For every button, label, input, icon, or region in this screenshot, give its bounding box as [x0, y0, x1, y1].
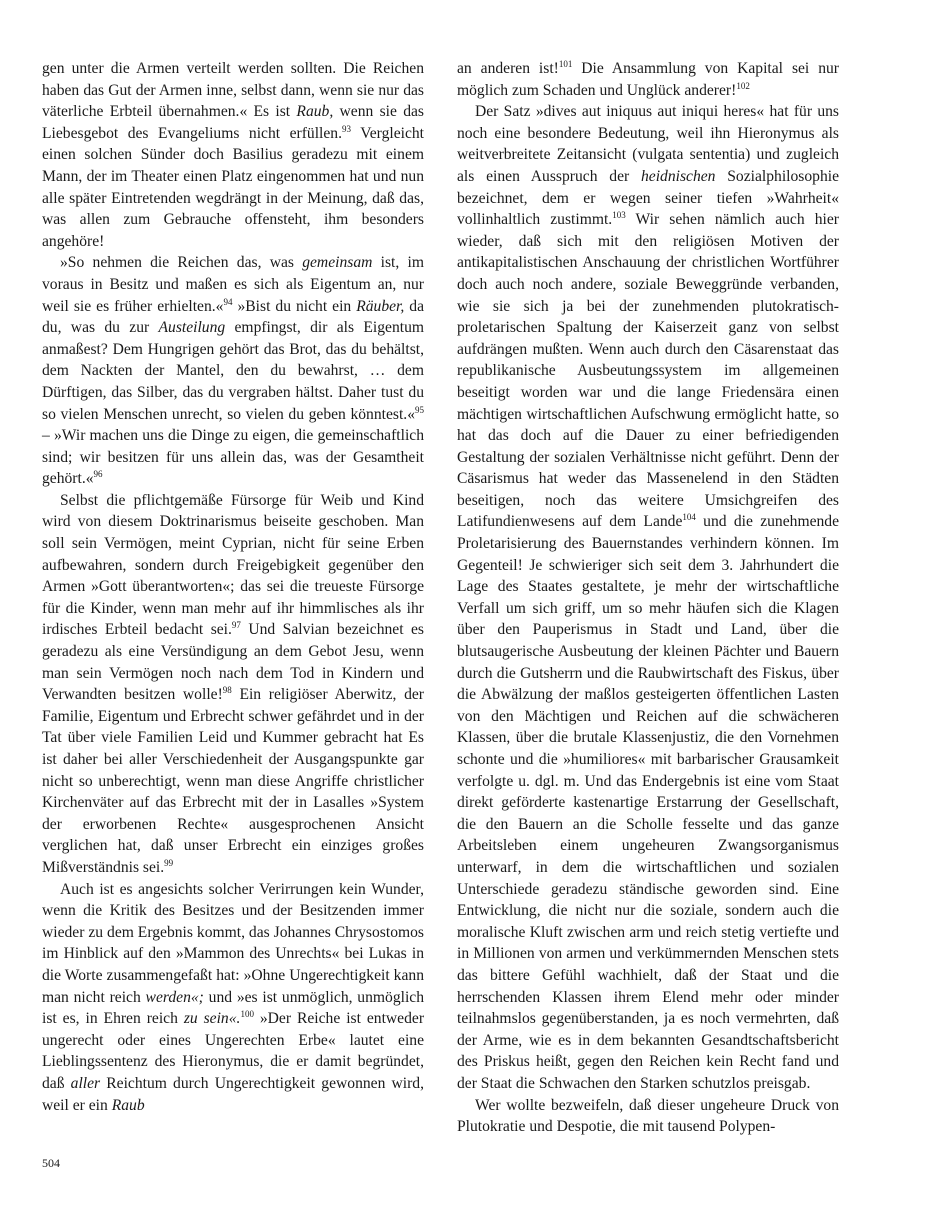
text-run: gen unter die Armen verteilt werden sollten. Die Reichen haben das Gut der Armen inne, selbst dann, wenn sie nur das väterliche Erbteil übernahmen.« Es ist	[42, 60, 424, 121]
italic-text: zu sein«.	[183, 1010, 241, 1028]
paragraph	[42, 879, 424, 1117]
italic-text: Austeilung	[158, 319, 226, 337]
footnote-marker: 104	[682, 512, 696, 523]
text-run: Vergleicht einen solchen Sünder doch Basilius geradezu mit einem Mann, der im Theater einen Platz eingenommen hat und nun alle später Eintretenden wegdrängt in der Meinung, daß das, was allen zum Gebrauche offensteht, ihm besonders angehöre!	[42, 124, 424, 250]
footnote-marker: 100	[240, 1008, 254, 1019]
text-run: und die zunehmende Proletarisierung des Bauernstandes verhindern können. Im Gegenteil! Je schwieriger sich seit dem 3. Jahrhundert die Lage des Staates gestaltete, je mehr der wirtschaftliche Verfall um sich griff, um so mehr häufen sich die Klagen über den Pauperismus in Stadt und Land, über die blutsaugerische Ausbeutung der kleinen Pächter und Bauern durch die Gutsherrn und die Raubwirtschaft des Fiskus, über die Abwälzung der maßlos gesteigerten öffentlichen Lasten von den Mächtigen und Reichen auf die schwächeren Klassen, über die brutale Klassenjustiz, die den Vornehmen schonte und die »humiliores« mit barbarischer Grausamkeit verfolgte u. dgl. m. Und das Endergebnis ist eine vom Staat direkt geförderte kastenartige Erstarrung der Gesellschaft, die den Bauern an die Scholle fesselte und das ganze Arbeitsleben einem ungeheuren Zwangsorganismus unterwarf, in dem die wirtschaftlichen und sozialen Unterschiede geradezu ständische geworden sind. Eine Entwicklung, die nicht nur die soziale, sondern auch die moralische Kluft zwischen arm und reich stetig vertiefte und in Millionen von armen und verkümmernden Menschen stets das bittere Gefühl wachhielt, daß der Staat und die herrschenden Klassen ihrem Elend mehr oder minder teilnahmslos gegenüberstanden, ja es noch vermehrten, daß der Arme, wie es in dem bekannten Gesandtschaftsbericht des Priskus heißt, gegen den Reichen kein Recht fand und der Staat die Schwachen den Starken schutzlos preisgab.	[457, 513, 840, 1092]
text-run: – »Wir machen uns die Dinge zu eigen, die gemeinschaftlich sind; wir besitzen für uns allein das, was der Gesamtheit gehört.«	[42, 427, 424, 488]
footnote-marker: 102	[736, 80, 750, 91]
footnote-marker: 93	[341, 123, 351, 134]
page-number: 504	[42, 1156, 60, 1170]
paragraph	[42, 490, 424, 879]
footnote-marker: 95	[415, 404, 424, 415]
text-run: »So nehmen die Reichen das, was	[60, 254, 303, 272]
text-run: Die Ansammlung von Kapital sei nur möglich zum Schaden und Unglück anderer!	[457, 60, 839, 99]
italic-text: Raub,	[296, 103, 334, 121]
text-run: »Der Reiche ist entweder ungerecht oder eines Ungerechten Erbe« lautet eine Lieblingssentenz des Hieronymus, die er damit begründet, daß	[42, 1010, 425, 1092]
italic-text: aller	[70, 1074, 101, 1092]
text-run: »Bist du nicht ein	[232, 297, 357, 315]
footnote-marker: 98	[222, 685, 232, 696]
text-run: da du, was du zur	[42, 297, 425, 337]
text-run: Wir sehen nämlich auch hier wieder, daß sich mit den religiösen Motiven der antikapitalistischen Anschauung der christlichen Wortführer doch auch noch andere, soziale Beweggründe verbanden, wie sie sich ja bei der zunehmenden plutokratisch-proletarischen Spaltung der Kaiserzeit ganz von selbst aufdrängen mußten. Wenn auch durch den Cäsarenstaat das republikanische Ausbeutungssystem im allgemeinen beseitigt worden war und die lange Friedensära einen mächtigen wirtschaftlichen Aufschwung ermöglicht hatte, so hat das doch auf die Dauer zu einer befriedigenden Gestaltung der sozialen Verhältnisse nicht geführt. Denn der Cäsarismus hat weder das Massenelend in den Städten beseitigen, noch das weitere Umsichgreifen des Latifundienwesens auf dem Lande	[457, 211, 839, 531]
italic-text: Raub	[111, 1096, 145, 1114]
right-column	[457, 58, 839, 1138]
italic-text: Räuber,	[356, 297, 405, 315]
paragraph	[457, 101, 839, 1094]
footnote-marker: 97	[231, 620, 241, 631]
footnote-marker: 101	[558, 58, 573, 69]
paragraph	[457, 1095, 839, 1138]
footnote-marker: 96	[93, 469, 103, 480]
text-run: Und Salvian bezeichnet es geradezu als eine Versündigung an dem Gebot Jesu, wenn man sein Vermögen noch nach dem Tod in Kindern und Verwandten besitzen wolle!	[42, 621, 424, 704]
italic-text: heidnischen	[640, 167, 716, 185]
text-run: ist, im voraus in Besitz und maßen es sich als Eigentum an, nur weil sie es früher erhielten.«	[42, 254, 424, 315]
paragraph	[42, 252, 424, 490]
text-run: Selbst die pflichtgemäße Fürsorge für Weib und Kind wird von diesem Doktrinarismus beiseite geschoben. Man soll sein Vermögen, meint Cyprian, nicht für seine Erben aufbewahren, sondern durch Freigebigkeit gegenüber den Armen »Gott überantworten«; das sei die treueste Fürsorge für die Kinder, wenn man mehr auf ihr himmlisches als ihr irdisches Erbteil bedacht sei.	[42, 491, 424, 639]
footnote-marker: 99	[164, 857, 174, 868]
text-run: empfingst, dir als Eigentum anmaßest? Dem Hungrigen gehört das Brot, das du behältst, dem Nackten der Mantel, den du bewahrst, … dem Dürftigen, das Silber, das du vergraben hältst. Daher tust du so vielen Menschen unrecht, so vielen du geben könntest.«	[42, 319, 424, 423]
text-run: Auch ist es angesichts solcher Verirrungen kein Wunder, wenn die Kritik des Besitzes und der Besitzenden immer wieder zu dem Ergebnis kommt, das Johannes Chrysostomos im Hinblick auf den »Mammon des Unrechts« bei Lukas in die Worte zusammengefaßt hat: »Ohne Ungerechtigkeit kann man nicht reich	[42, 880, 424, 1006]
text-run: Reichtum durch Ungerechtigkeit gewonnen wird, weil er ein	[42, 1074, 425, 1114]
text-run: an anderen ist!	[457, 60, 559, 77]
text-run: Ein religiöser Aberwitz, der Familie, Eigentum und Erbrecht schwer gefährdet und in der Tat über viele Familien Leid und Kummer gebracht hat Es ist daher bei aller Verschiedenheit der Ausgangspunkte gar nicht so unberechtigt, wenn man diese Angriffe christlicher Kirchenväter auf das Erbrecht mit der in Lasalles »System der erworbenen Rechte« ausgesprochenen Ansicht verglichen hat, daß unser Erbrecht ein einziges großes Mißverständnis sei.	[42, 686, 424, 876]
italic-text: werden«;	[145, 988, 204, 1006]
footnote-marker: 94	[223, 296, 233, 307]
footnote-marker: 103	[612, 209, 626, 220]
left-column	[42, 58, 424, 1116]
text-run: Wer wollte bezweifeln, daß dieser ungeheure Druck von Plutokratie und Despotie, die mit tausend Polypen-	[457, 1096, 839, 1136]
text-run: Sozialphilosophie bezeichnet, dem er wegen seiner tiefen »Wahrheit« vollinhaltlich zustimmt.	[457, 167, 839, 229]
text-run: Der Satz »dives aut iniquus aut iniqui heres« hat für uns noch eine besondere Bedeutung, weil ihn Hieronymus als weitverbreitete Zeitansicht (vulgata sententia) und zugleich als einen Ausspruch der	[457, 103, 839, 185]
text-run: wenn sie das Liebesgebot des Evangeliums nicht erfüllen.	[42, 103, 424, 142]
paragraph	[42, 58, 424, 252]
paragraph	[457, 58, 839, 101]
italic-text: gemeinsam	[302, 254, 373, 272]
text-run: und »es ist unmöglich, unmöglich ist es, in Ehren reich	[42, 988, 424, 1028]
